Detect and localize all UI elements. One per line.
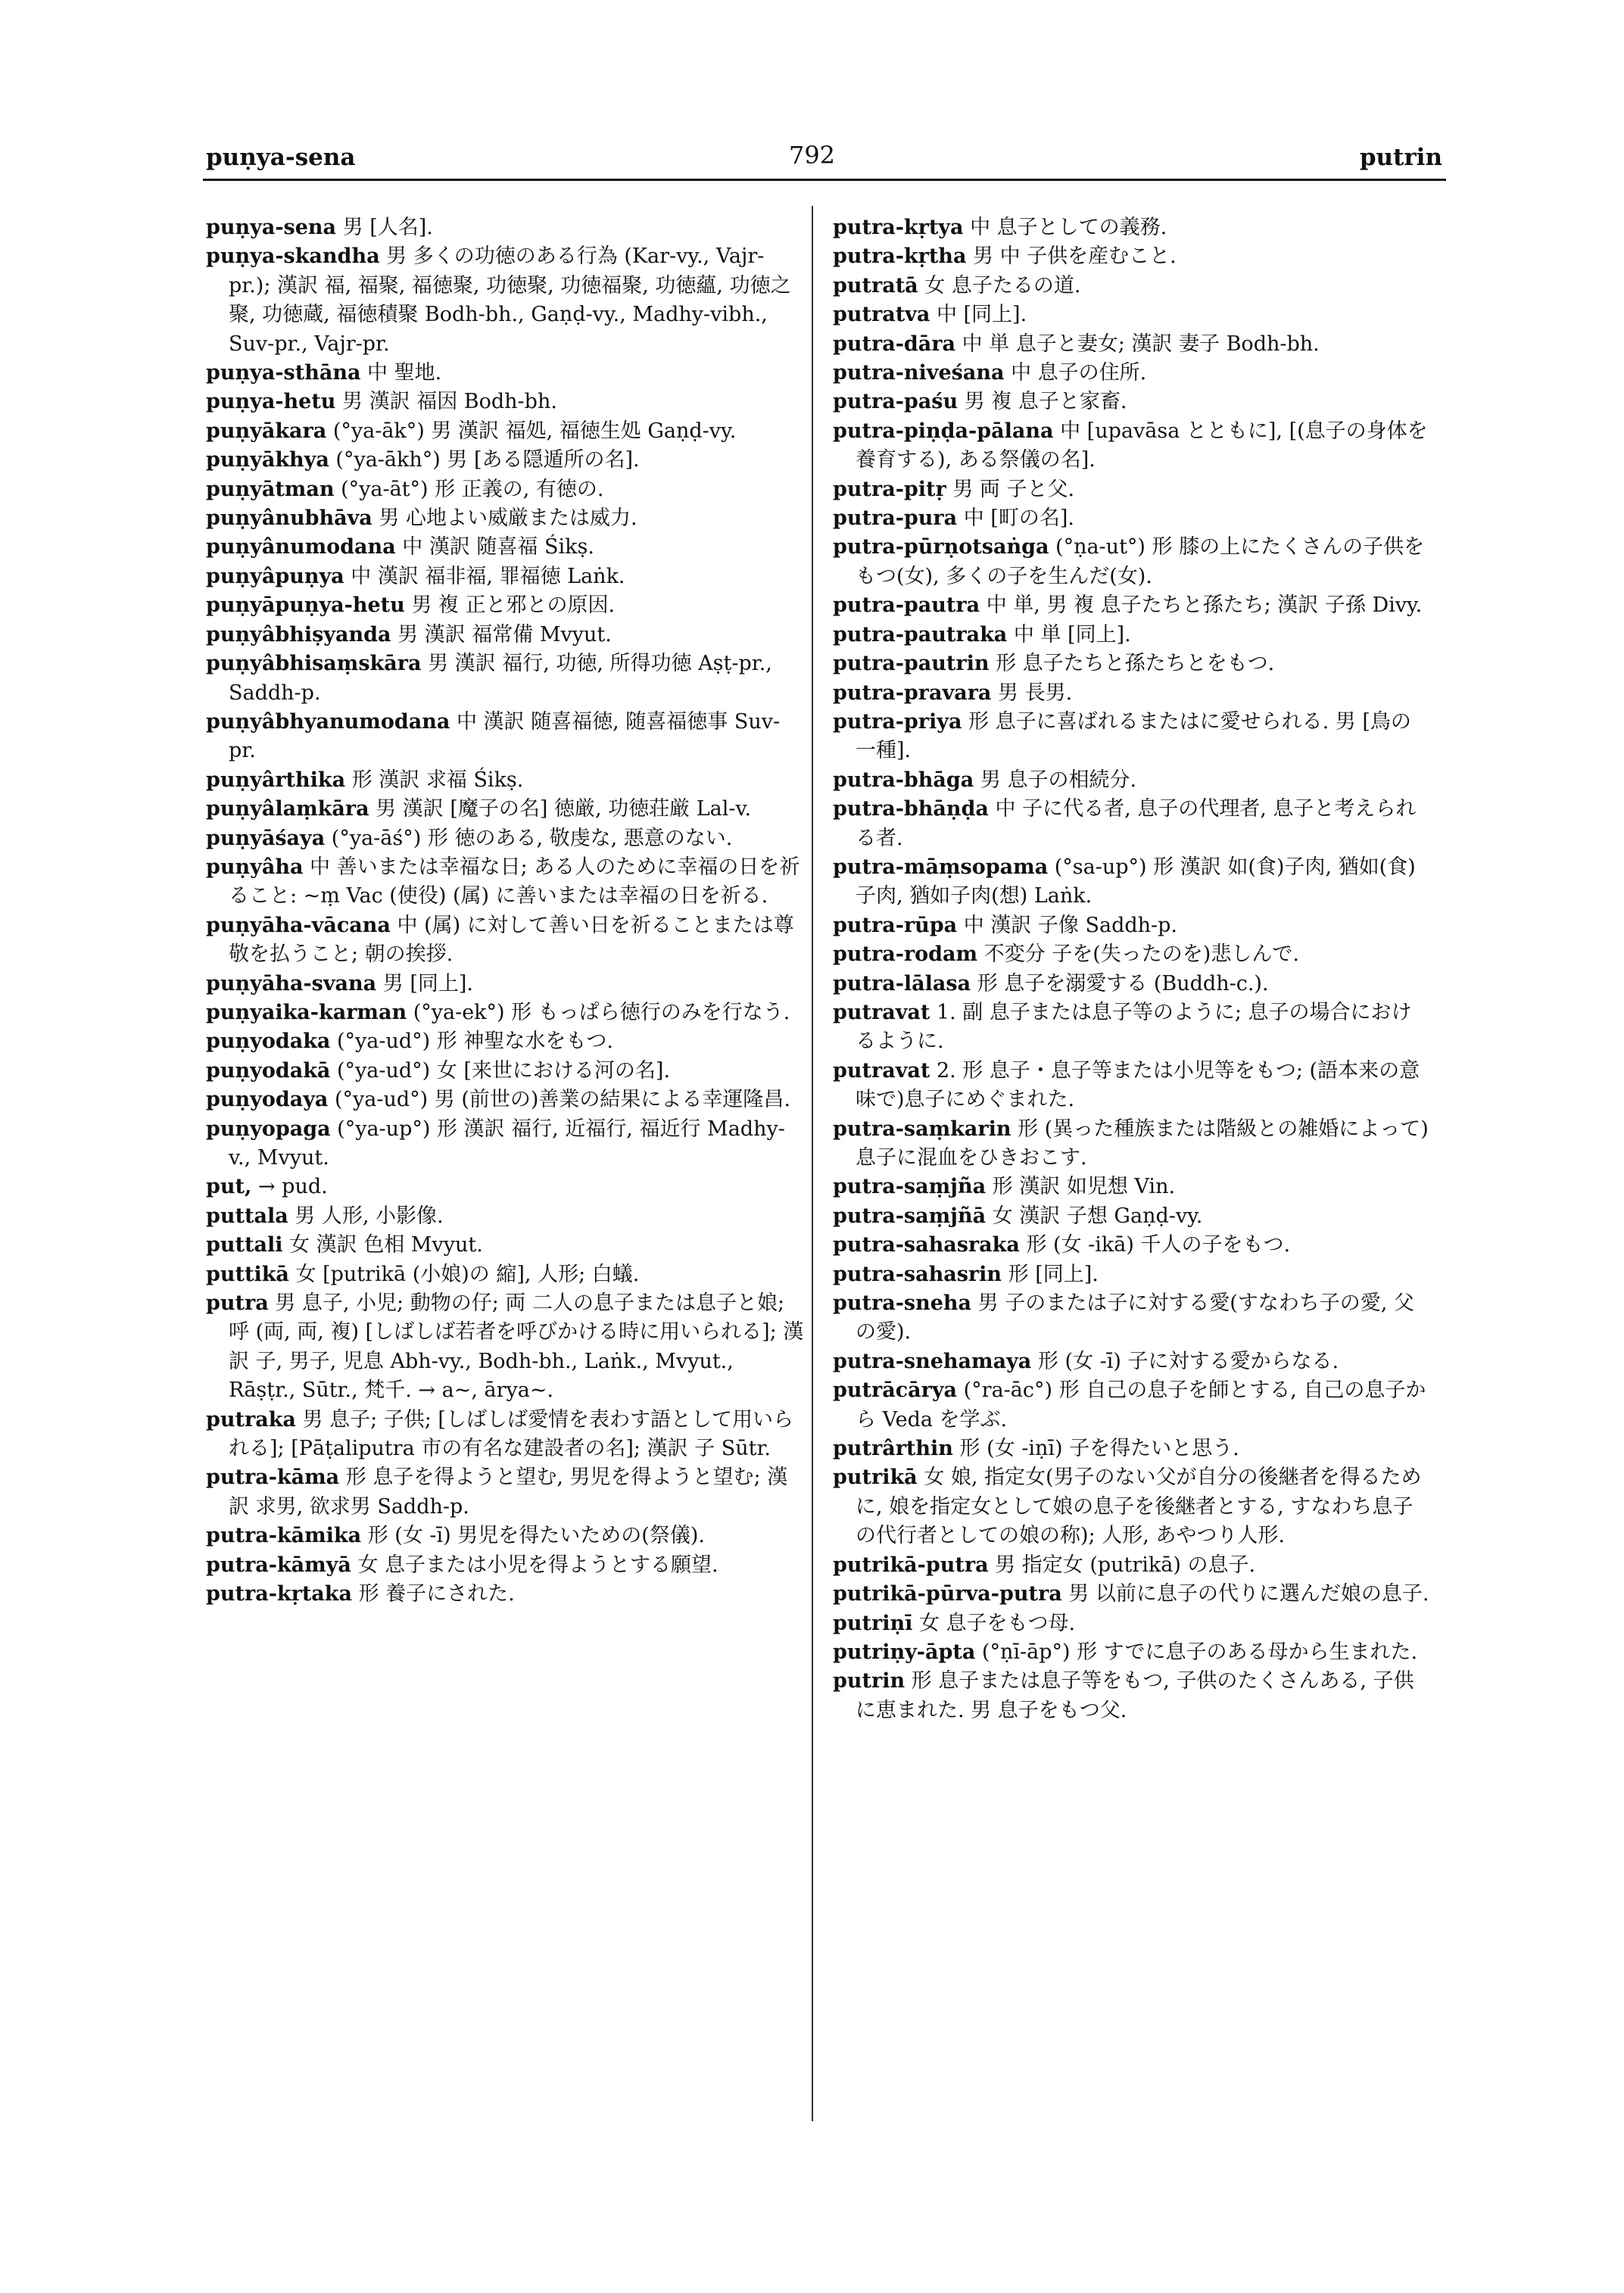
entry-headword: puttikā bbox=[206, 1262, 289, 1286]
dictionary-entry bbox=[833, 650, 1431, 678]
dictionary-entry bbox=[833, 1551, 1431, 1580]
entry-definition: 女 息子または小児を得ようとする願望. bbox=[351, 1553, 718, 1577]
entry-definition: 形 (異った種族または階級との雑婚によって)息子に混血をひきおこす. bbox=[856, 1117, 1429, 1170]
entry-headword: puṇyākhya bbox=[206, 448, 329, 472]
dictionary-entry bbox=[206, 1260, 804, 1289]
dictionary-entry bbox=[833, 330, 1431, 359]
entry-headword: puṇyodaya bbox=[206, 1088, 329, 1112]
dictionary-entry bbox=[833, 1202, 1431, 1231]
entry-headword: putra-pravara bbox=[833, 681, 992, 705]
entry-definition: 男 漢訳 福常備 Mvyut. bbox=[391, 622, 612, 646]
entry-definition: 中 漢訳 子像 Saddh-p. bbox=[957, 913, 1178, 937]
entry-headword: puṇyâbhyanumodana bbox=[206, 709, 450, 734]
column-divider bbox=[812, 206, 813, 2121]
entry-headword: putrācārya bbox=[833, 1379, 958, 1403]
dictionary-entry bbox=[206, 999, 804, 1027]
dictionary-entry bbox=[206, 795, 804, 824]
dictionary-entry bbox=[206, 533, 804, 562]
entry-headword: putra-pura bbox=[833, 506, 958, 531]
dictionary-entry bbox=[206, 562, 804, 591]
dictionary-entry bbox=[833, 1289, 1431, 1347]
dictionary-entry bbox=[206, 1463, 804, 1522]
entry-definition: 女 息子たるの道. bbox=[918, 273, 1081, 298]
entry-headword: putra-sneha bbox=[833, 1291, 972, 1316]
entry-definition: 中 (属) に対して善い日を祈ることまたは尊敬を払うこと; 朝の挨拶. bbox=[229, 913, 794, 967]
entry-definition: 女 漢訳 子想 Gaṇḍ-vy. bbox=[986, 1204, 1203, 1228]
entry-headword: putriṇī bbox=[833, 1611, 913, 1635]
entry-headword: puttali bbox=[206, 1233, 283, 1257]
entry-definition: (°ya-ek°) 形 もっぱら徳行のみを行なう. bbox=[407, 1000, 790, 1024]
entry-headword: puṇya-skandha bbox=[206, 245, 380, 269]
entry-definition: 形 息子を溺愛する (Buddh-c.). bbox=[971, 971, 1269, 995]
entry-headword: puṇyaika-karman bbox=[206, 1000, 407, 1024]
dictionary-entry bbox=[206, 1057, 804, 1086]
dictionary-entry bbox=[833, 766, 1431, 795]
entry-headword: putra-kṛtaka bbox=[206, 1582, 353, 1606]
entry-headword: putra-pitṛ bbox=[833, 477, 946, 501]
dictionary-entry bbox=[833, 359, 1431, 388]
right-column bbox=[833, 213, 1431, 1725]
entry-headword: putravat bbox=[833, 1000, 930, 1024]
entry-definition: 中 漢訳 随喜福 Śikṣ. bbox=[395, 535, 594, 559]
entry-headword: putra-kāma bbox=[206, 1466, 340, 1490]
entry-headword: puṇyârthika bbox=[206, 768, 346, 792]
dictionary-entry bbox=[206, 970, 804, 999]
dictionary-entry bbox=[833, 1173, 1431, 1201]
entry-headword: putra-snehamaya bbox=[833, 1349, 1032, 1373]
dictionary-entry bbox=[833, 1115, 1431, 1173]
entry-headword: putra-kṛtha bbox=[833, 245, 967, 269]
entry-definition: 2. 形 息子・息子等または小児等をもつ; (語本来の意味で)息子にめぐまれた. bbox=[856, 1058, 1420, 1112]
entry-headword: puṇya-sena bbox=[206, 216, 337, 239]
dictionary-entry bbox=[833, 1580, 1431, 1609]
entry-headword: putra-kāmyā bbox=[206, 1553, 351, 1577]
entry-definition: 男 子のまたは子に対する愛(すなわち子の愛, 父の愛). bbox=[856, 1291, 1414, 1344]
entry-definition: 男 心地よい威厳または威力. bbox=[372, 506, 637, 531]
entry-headword: putratva bbox=[833, 303, 930, 327]
dictionary-entry bbox=[206, 824, 804, 853]
dictionary-entry bbox=[833, 911, 1431, 940]
entry-headword: putrikā-putra bbox=[833, 1553, 989, 1577]
entry-definition: 男 人形, 小影像. bbox=[288, 1204, 444, 1228]
dictionary-entry bbox=[833, 1638, 1431, 1667]
entry-definition: 中 [upavāsa とともに], [(息子の身体を養育する), ある祭儀の名]. bbox=[856, 419, 1428, 472]
running-head-right: putrin bbox=[1359, 144, 1442, 171]
entry-definition: 形 漢訳 如児想 Vin. bbox=[986, 1175, 1176, 1199]
dictionary-entry bbox=[206, 417, 804, 446]
entry-definition: 中 単 息子と妻女; 漢訳 妻子 Bodh-bh. bbox=[955, 332, 1320, 356]
entry-definition: 形 (女 -iṇī) 子を得たいと思う. bbox=[952, 1437, 1239, 1461]
dictionary-entry bbox=[833, 1435, 1431, 1463]
dictionary-entry bbox=[206, 504, 804, 533]
entry-headword: putra-dāra bbox=[833, 332, 955, 356]
entry-headword: puṇyâha bbox=[206, 855, 304, 879]
entry-headword: putra-bhāga bbox=[833, 768, 974, 792]
entry-headword: putra-saṃjñā bbox=[833, 1204, 987, 1228]
entry-headword: puṇyânubhāva bbox=[206, 506, 372, 531]
entry-definition: → pud. bbox=[251, 1175, 328, 1199]
entry-definition: 男 [人名]. bbox=[336, 216, 433, 239]
entry-definition: 形 息子または息子等をもつ, 子供のたくさんある, 子供に恵まれた. 男 息子をもつ父. bbox=[856, 1669, 1414, 1722]
entry-headword: putra-sahasraka bbox=[833, 1233, 1020, 1257]
entry-headword: puṇyânumodana bbox=[206, 535, 396, 559]
dictionary-entry bbox=[833, 272, 1431, 301]
entry-headword: puttala bbox=[206, 1204, 288, 1228]
entry-headword: putra-kāmika bbox=[206, 1524, 362, 1548]
entry-definition: 1. 副 息子または息子等のように; 息子の場合におけるように. bbox=[856, 1000, 1412, 1054]
entry-definition: 中 漢訳 福非福, 罪福徳 Laṅk. bbox=[344, 564, 625, 588]
entry-definition: (°ya-ud°) 女 [来世における河の名]. bbox=[330, 1058, 671, 1083]
entry-headword: putra-priya bbox=[833, 709, 962, 734]
entry-definition: 男 指定女 (putrikā) の息子. bbox=[988, 1553, 1256, 1577]
dictionary-entry bbox=[833, 533, 1431, 591]
entry-definition: 不変分 子を(失ったのを)悲しんで. bbox=[977, 942, 1299, 967]
entry-headword: puṇyāpuṇya-hetu bbox=[206, 594, 405, 618]
entry-headword: putra-bhāṇḍa bbox=[833, 797, 989, 821]
entry-headword: puṇyopaga bbox=[206, 1117, 331, 1141]
entry-definition: 男 息子の相続分. bbox=[974, 768, 1137, 792]
entry-definition: 女 息子をもつ母. bbox=[912, 1611, 1076, 1635]
dictionary-entry bbox=[206, 475, 804, 504]
entry-definition: 男 複 息子と家畜. bbox=[958, 390, 1127, 414]
entry-definition: (°ya-āś°) 形 徳のある, 敬虔な, 悪意のない. bbox=[325, 826, 733, 850]
dictionary-entry bbox=[206, 1580, 804, 1609]
dictionary-entry bbox=[833, 708, 1431, 766]
running-head-left: puṇya-sena bbox=[206, 144, 356, 171]
entry-headword: putra-lālasa bbox=[833, 971, 971, 995]
entry-definition: 男 [同上]. bbox=[376, 971, 473, 995]
entry-headword: puṇyodakā bbox=[206, 1058, 331, 1083]
entry-definition: 形 養子にされた. bbox=[352, 1582, 515, 1606]
dictionary-entry bbox=[206, 1551, 804, 1580]
dictionary-entry bbox=[833, 1260, 1431, 1289]
dictionary-entry bbox=[206, 1173, 804, 1201]
entry-definition: 男 以前に息子の代りに選んだ娘の息子. bbox=[1061, 1582, 1429, 1606]
entry-definition: 男 息子, 小児; 動物の仔; 両 二人の息子または息子と娘; 呼 (両, 両, 複) [しばしば若者を呼びかける時に用いられる]; 漢訳 子, 男子, 児息 Abh-vy., Bodh-bh., Laṅk., Mvyut., Rāṣṭr., Sūtr., 梵千. → a~, ārya~. bbox=[229, 1291, 804, 1403]
dictionary-entry bbox=[833, 679, 1431, 708]
entry-headword: puṇyātman bbox=[206, 477, 335, 501]
entry-definition: 中 単 [同上]. bbox=[1007, 622, 1131, 646]
entry-definition: 形 息子を得ようと望む, 男児を得ようと望む; 漢訳 求男, 欲求男 Saddh-p. bbox=[229, 1466, 788, 1519]
header-rule bbox=[203, 179, 1446, 181]
entry-definition: 中 [町の名]. bbox=[957, 506, 1074, 531]
dictionary-entry bbox=[206, 242, 804, 359]
dictionary-entry bbox=[833, 795, 1431, 853]
dictionary-entry bbox=[206, 1115, 804, 1173]
dictionary-entry bbox=[206, 213, 804, 242]
entry-headword: putrârthin bbox=[833, 1437, 953, 1461]
entry-definition: 女 娘, 指定女(男子のない父が自分の後継者を得るために, 娘を指定女として娘の息子を後継者とする, すなわち息子の代行者としての娘の称); 人形, あやつり人形. bbox=[856, 1466, 1422, 1548]
entry-definition: (°ya-up°) 形 漢訳 福行, 近福行, 福近行 Madhy-v., Mvyut. bbox=[229, 1117, 785, 1170]
dictionary-entry bbox=[833, 1057, 1431, 1115]
dictionary-entry bbox=[833, 940, 1431, 969]
dictionary-entry bbox=[206, 650, 804, 708]
dictionary-entry bbox=[206, 621, 804, 650]
entry-definition: 中 [同上]. bbox=[930, 303, 1027, 327]
entry-definition: (°ya-ud°) 形 神聖な水をもつ. bbox=[330, 1030, 613, 1054]
entry-definition: 中 善いまたは幸福な日; ある人のために幸福の日を祈ること: ~ṃ Vac (使役) (属) に善いまたは幸福の日を祈る. bbox=[229, 855, 800, 908]
dictionary-entry bbox=[206, 1289, 804, 1406]
dictionary-entry bbox=[833, 213, 1431, 242]
dictionary-entry bbox=[833, 1231, 1431, 1260]
dictionary-entry bbox=[206, 388, 804, 416]
page-number: 792 bbox=[788, 141, 836, 170]
entry-definition: 男 漢訳 福因 Bodh-bh. bbox=[335, 390, 557, 414]
entry-headword: putraka bbox=[206, 1407, 296, 1432]
dictionary-entry bbox=[833, 504, 1431, 533]
entry-headword: putra-pautraka bbox=[833, 622, 1008, 646]
entry-headword: putrin bbox=[833, 1669, 906, 1693]
dictionary-entry bbox=[206, 1202, 804, 1231]
entry-headword: putra-pūrṇotsaṅga bbox=[833, 535, 1049, 559]
dictionary-entry bbox=[833, 621, 1431, 650]
entry-headword: putra-kṛtya bbox=[833, 216, 964, 239]
entry-headword: puṇyāha-vācana bbox=[206, 913, 391, 937]
entry-definition: 中 息子としての義務. bbox=[963, 216, 1167, 239]
left-column bbox=[206, 213, 804, 1609]
dictionary-entry bbox=[833, 242, 1431, 271]
entry-definition: (°ya-ākh°) 男 [ある隠遁所の名]. bbox=[329, 448, 640, 472]
dictionary-entry bbox=[206, 591, 804, 620]
entry-definition: 中 単, 男 複 息子たちと孫たち; 漢訳 子孫 Divy. bbox=[980, 594, 1423, 618]
entry-definition: 形 (女 -ī) 子に対する愛からなる. bbox=[1031, 1349, 1339, 1373]
entry-definition: 男 多くの功徳のある行為 (Kar-vy., Vajr-pr.); 漢訳 福, 福聚, 福徳聚, 功徳聚, 功徳福聚, 功徳蘊, 功徳之聚, 功徳蔵, 福徳積聚 Bodh-bh., Gaṇḍ-vy., Madhy-vibh., Suv-pr., Vajr-pr. bbox=[229, 245, 791, 356]
entry-definition: 男 両 子と父. bbox=[946, 477, 1075, 501]
entry-definition: 男 複 正と邪との原因. bbox=[404, 594, 616, 618]
entry-headword: puṇyāśaya bbox=[206, 826, 326, 850]
dictionary-entry bbox=[833, 970, 1431, 999]
entry-headword: putravat bbox=[833, 1058, 930, 1083]
entry-headword: putra-māṃsopama bbox=[833, 855, 1049, 879]
entry-headword: puṇyâpuṇya bbox=[206, 564, 344, 588]
dictionary-entry bbox=[206, 359, 804, 388]
dictionary-entry bbox=[833, 301, 1431, 329]
entry-headword: putra-rodam bbox=[833, 942, 978, 967]
dictionary-entry bbox=[833, 1347, 1431, 1376]
entry-definition: 中 聖地. bbox=[360, 361, 442, 385]
entry-headword: putra bbox=[206, 1291, 269, 1316]
entry-definition: 中 漢訳 随喜福徳, 随喜福徳事 Suv-pr. bbox=[229, 709, 781, 763]
entry-definition: 女 [putrikā (小娘)の 縮], 人形; 白蟻. bbox=[288, 1262, 640, 1286]
entry-definition: 形 [同上]. bbox=[1002, 1262, 1099, 1286]
dictionary-entry bbox=[206, 1027, 804, 1056]
entry-headword: putratā bbox=[833, 273, 918, 298]
dictionary-entry bbox=[833, 853, 1431, 911]
entry-headword: putra-rūpa bbox=[833, 913, 958, 937]
dictionary-entry bbox=[206, 708, 804, 766]
entry-definition: 女 漢訳 色相 Mvyut. bbox=[282, 1233, 483, 1257]
dictionary-entry bbox=[833, 999, 1431, 1057]
entry-definition: (°ya-āt°) 形 正義の, 有徳の. bbox=[334, 477, 604, 501]
entry-headword: putrikā-pūrva-putra bbox=[833, 1582, 1062, 1606]
entry-definition: (°ya-āk°) 男 漢訳 福処, 福徳生処 Gaṇḍ-vy. bbox=[326, 419, 737, 443]
entry-headword: puṇyâlaṃkāra bbox=[206, 797, 369, 821]
entry-definition: 形 漢訳 求福 Śikṣ. bbox=[345, 768, 524, 792]
dictionary-entry bbox=[833, 591, 1431, 620]
dictionary-entry bbox=[206, 853, 804, 911]
entry-definition: 中 息子の住所. bbox=[1004, 361, 1147, 385]
dictionary-entry bbox=[206, 1231, 804, 1260]
entry-headword: putra-piṇḍa-pālana bbox=[833, 419, 1054, 443]
entry-definition: 形 (女 -ī) 男児を得たいための(祭儀). bbox=[361, 1524, 705, 1548]
dictionary-entry bbox=[206, 1522, 804, 1550]
entry-headword: puṇyodaka bbox=[206, 1030, 331, 1054]
dictionary-entry bbox=[833, 1609, 1431, 1638]
entry-headword: putra-saṃjña bbox=[833, 1175, 987, 1199]
dictionary-entry bbox=[833, 388, 1431, 416]
entry-definition: 中 子に代る者, 息子の代理者, 息子と考えられる者. bbox=[856, 797, 1417, 850]
entry-definition: 男 息子; 子供; [しばしば愛情を表わす語として用いられる]; [Pāṭaliputra 市の有名な建設者の名]; 漢訳 子 Sūtr. bbox=[229, 1407, 793, 1461]
entry-definition: 男 長男. bbox=[991, 681, 1073, 705]
entry-headword: puṇya-hetu bbox=[206, 390, 336, 414]
dictionary-entry bbox=[833, 417, 1431, 475]
dictionary-entry bbox=[833, 1667, 1431, 1725]
entry-definition: (°ra-āc°) 形 自己の息子を師とする, 自己の息子から Veda を学ぶ. bbox=[856, 1379, 1426, 1432]
entry-definition: 形 息子に喜ばれるまたはに愛せられる. 男 [鳥の一種]. bbox=[856, 709, 1411, 763]
entry-headword: put, bbox=[206, 1175, 252, 1199]
dictionary-entry bbox=[206, 1406, 804, 1464]
entry-headword: putra-paśu bbox=[833, 390, 959, 414]
entry-definition: (°ya-ud°) 男 (前世の)善業の結果による幸運隆昌. bbox=[328, 1088, 791, 1112]
dictionary-entry bbox=[206, 446, 804, 475]
entry-headword: putra-pautrin bbox=[833, 652, 990, 676]
entry-definition: (°ṇī-āp°) 形 すでに息子のある母から生まれた. bbox=[975, 1640, 1418, 1664]
dictionary-entry bbox=[206, 911, 804, 970]
entry-headword: puṇyâbhiṣyanda bbox=[206, 622, 391, 646]
entry-headword: puṇyâbhisaṃskāra bbox=[206, 652, 422, 676]
entry-headword: putra-niveśana bbox=[833, 361, 1005, 385]
entry-headword: putra-sahasrin bbox=[833, 1262, 1002, 1286]
entry-headword: putra-saṃkarin bbox=[833, 1117, 1011, 1141]
entry-definition: 形 (女 -ikā) 千人の子をもつ. bbox=[1019, 1233, 1291, 1257]
entry-definition: 形 息子たちと孫たちとをもつ. bbox=[989, 652, 1275, 676]
entry-definition: (°sa-up°) 形 漢訳 如(食)子肉, 猶如(食)子肉, 猶如子肉(想) Laṅk. bbox=[856, 855, 1416, 908]
dictionary-entry bbox=[206, 1086, 804, 1114]
entry-headword: putra-pautra bbox=[833, 594, 980, 618]
entry-headword: putriṇy-āpta bbox=[833, 1640, 976, 1664]
entry-definition: 男 中 子供を産むこと. bbox=[966, 245, 1177, 269]
entry-headword: puṇya-sthāna bbox=[206, 361, 361, 385]
entry-headword: putrikā bbox=[833, 1466, 918, 1490]
entry-headword: puṇyākara bbox=[206, 419, 327, 443]
dictionary-entry bbox=[833, 475, 1431, 504]
dictionary-entry bbox=[833, 1376, 1431, 1435]
entry-headword: puṇyāha-svana bbox=[206, 971, 377, 995]
entry-definition: (°ṇa-ut°) 形 膝の上にたくさんの子供をもつ(女), 多くの子を生んだ(女). bbox=[856, 535, 1425, 588]
dictionary-entry bbox=[206, 766, 804, 795]
dictionary-entry bbox=[833, 1463, 1431, 1550]
entry-definition: 男 漢訳 [魔子の名] 徳厳, 功徳荘厳 Lal-v. bbox=[369, 797, 752, 821]
entry-definition: 男 漢訳 福行, 功徳, 所得功徳 Aṣṭ-pr., Saddh-p. bbox=[229, 652, 772, 705]
